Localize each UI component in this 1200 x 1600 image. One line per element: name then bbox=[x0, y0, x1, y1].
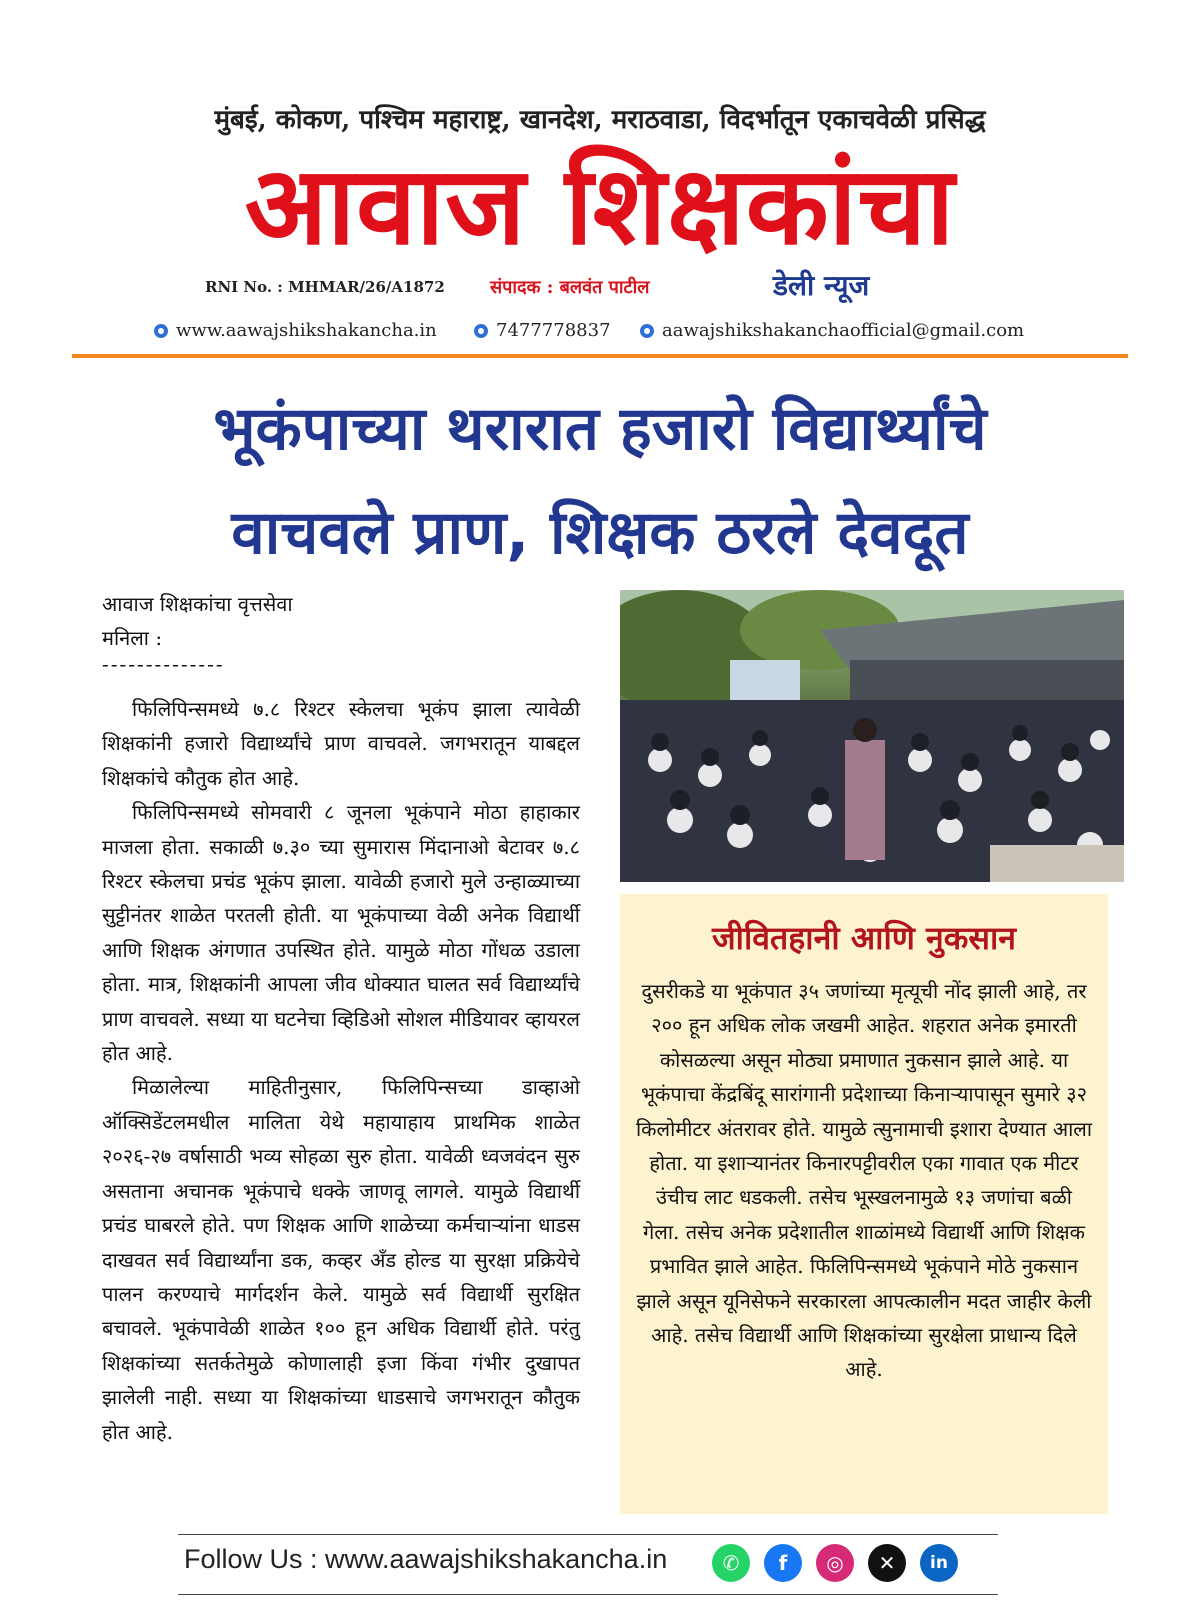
sidebar-title: जीवितहानी आणि नुकसान bbox=[711, 919, 1017, 957]
instagram-icon[interactable]: ◎ bbox=[816, 1544, 854, 1582]
footer-divider-bottom bbox=[178, 1594, 998, 1595]
article-paragraph: फिलिपिन्समध्ये सोमवारी ८ जूनला भूकंपाने मोठा हाहाकार माजला होता. सकाळी ७.३० च्या सुमारास मिंदानाओ बेटावर ७.८ रिश्टर स्केलचा प्रचंड भूकंप झाला. यावेळी हजारो मुले उन्हाळ्याच्या सुट्टीनंतर शाळेत परतली होती. या भूकंपाच्या वेळी अनेक विद्यार्थी आणि शिक्षक अंगणात उपस्थित होते. यामुळे मोठा गोंधळ उडाला होता. मात्र, शिक्षकांनी आपला जीव धोक्यात घालत सर्व विद्यार्थ्यांचे प्राण वाचवले. सध्या या घटनेचा व्हिडिओ सोशल मीडियावर व्हायरल होत आहे. bbox=[102, 800, 580, 1066]
email-address[interactable]: aawajshikshakanchaofficial@gmail.com bbox=[662, 320, 1025, 341]
header-divider bbox=[72, 354, 1128, 358]
website-contact[interactable] bbox=[154, 320, 437, 341]
article-paragraph: मिळालेल्या माहितीनुसार, फिलिपिन्सच्या डाव्हाओ ऑक्सिडेंटलमधील मालिता येथे महायाहाय प्राथमिक शाळेत २०२६-२७ वर्षासाठी भव्य सोहळा सुरु होता. यावेळी ध्वजवंदन सुरु असताना अचानक भूकंपाचे धक्के जाणवू लागले. यामुळे विद्यार्थी प्रचंड घाबरले होते. पण शिक्षक आणि शाळेच्या कर्मचाऱ्यांना धाडस दाखवत सर्व विद्यार्थ्यांना डक, कव्हर अँड होल्ड या सुरक्षा प्रक्रियेचे पालन करण्याचे मार्गदर्शन केले. यामुळे सर्व विद्यार्थी सुरक्षित बचावले. भूकंपावेळी शाळेत १०० हून अधिक विद्यार्थी होते. परंतु शिक्षकांच्या सतर्कतेमुळे कोणालाही इजा किंवा गंभीर दुखापत झालेली नाही. सध्या या शिक्षकांच्या धाडसाचे जगभरातून कौतुक होत आहे. bbox=[102, 1075, 580, 1444]
linkedin-icon[interactable]: in bbox=[920, 1544, 958, 1582]
headline-line-1: भूकंपाच्या थरारात हजारो विद्यार्थ्यांचे bbox=[213, 394, 987, 464]
phone-number[interactable]: 7477778837 bbox=[496, 320, 611, 341]
mail-icon bbox=[640, 324, 654, 338]
article-body bbox=[102, 692, 580, 1449]
article-paragraph: फिलिपिन्समध्ये ७.८ रिश्टर स्केलचा भूकंप झाला त्यावेळी शिक्षकांनी हजारो विद्यार्थ्यांचे प्राण वाचवले. जगभरातून याबद्दल शिक्षकांचे कौतुक होत आहे. bbox=[102, 697, 580, 790]
website-link[interactable]: www.aawajshikshakancha.in bbox=[176, 320, 437, 341]
headline-line-2: वाचवले प्राण, शिक्षक ठरले देवदूत bbox=[231, 498, 969, 568]
news-agency: आवाज शिक्षकांचा वृत्तसेवा bbox=[102, 592, 293, 616]
masthead-tagline: मुंबई, कोकण, पश्चिम महाराष्ट्र, खानदेश, मराठवाडा, विदर्भातून एकाचवेळी प्रसिद्ध bbox=[214, 105, 986, 135]
phone-icon bbox=[474, 324, 488, 338]
globe-icon bbox=[154, 324, 168, 338]
email-contact[interactable] bbox=[640, 320, 1024, 341]
follow-us-link[interactable]: Follow Us : www.aawajshikshakancha.in bbox=[184, 1544, 668, 1574]
footer-divider-top bbox=[178, 1534, 998, 1535]
byline-separator: -------------- bbox=[102, 652, 225, 676]
sidebar-text: दुसरीकडे या भूकंपात ३५ जणांच्या मृत्यूची नोंद झाली आहे, तर २०० हून अधिक लोक जखमी आहेत. शहरात अनेक इमारती कोसळल्या असून मोठ्या प्रमाणात नुकसान झाले आहे. या भूकंपाचा केंद्रबिंदू सारांगानी प्रदेशाच्या किनाऱ्यापासून सुमारे ३२ किलोमीटर अंतरावर होते. यामुळे त्सुनामाची इशारा देण्यात आला होता. या इशाऱ्यानंतर किनारपट्टीवरील एका गावात एक मीटर उंचीच लाट धडकली. तसेच भूस्खलनामुळे १३ जणांचा बळी गेला. तसेच अनेक प्रदेशातील शाळांमध्ये विद्यार्थी आणि शिक्षक प्रभावित झाले आहेत. फिलिपिन्समध्ये भूकंपाने मोठे नुकसान झाले असून यूनिसेफने सरकारला आपत्कालीन मदत जाहीर केली आहे. तसेच विद्यार्थी आणि शिक्षकांच्या सुरक्षेला प्राधान्य दिले आहे. bbox=[636, 979, 1092, 1382]
x-icon[interactable]: ✕ bbox=[868, 1544, 906, 1582]
newspaper-masthead: आवाज शिक्षकांचा bbox=[244, 144, 956, 269]
dateline-place: मनिला : bbox=[102, 626, 163, 650]
whatsapp-icon[interactable]: ✆ bbox=[712, 1544, 750, 1582]
editor-credit: संपादक : बलवंत पाटील bbox=[490, 277, 650, 298]
rni-number: RNI No. : MHMAR/26/A1872 bbox=[205, 278, 445, 296]
facebook-icon[interactable]: f bbox=[764, 1544, 802, 1582]
news-photo bbox=[620, 590, 1124, 882]
phone-contact[interactable] bbox=[474, 320, 611, 341]
edition-label: डेली न्यूज bbox=[773, 269, 870, 302]
